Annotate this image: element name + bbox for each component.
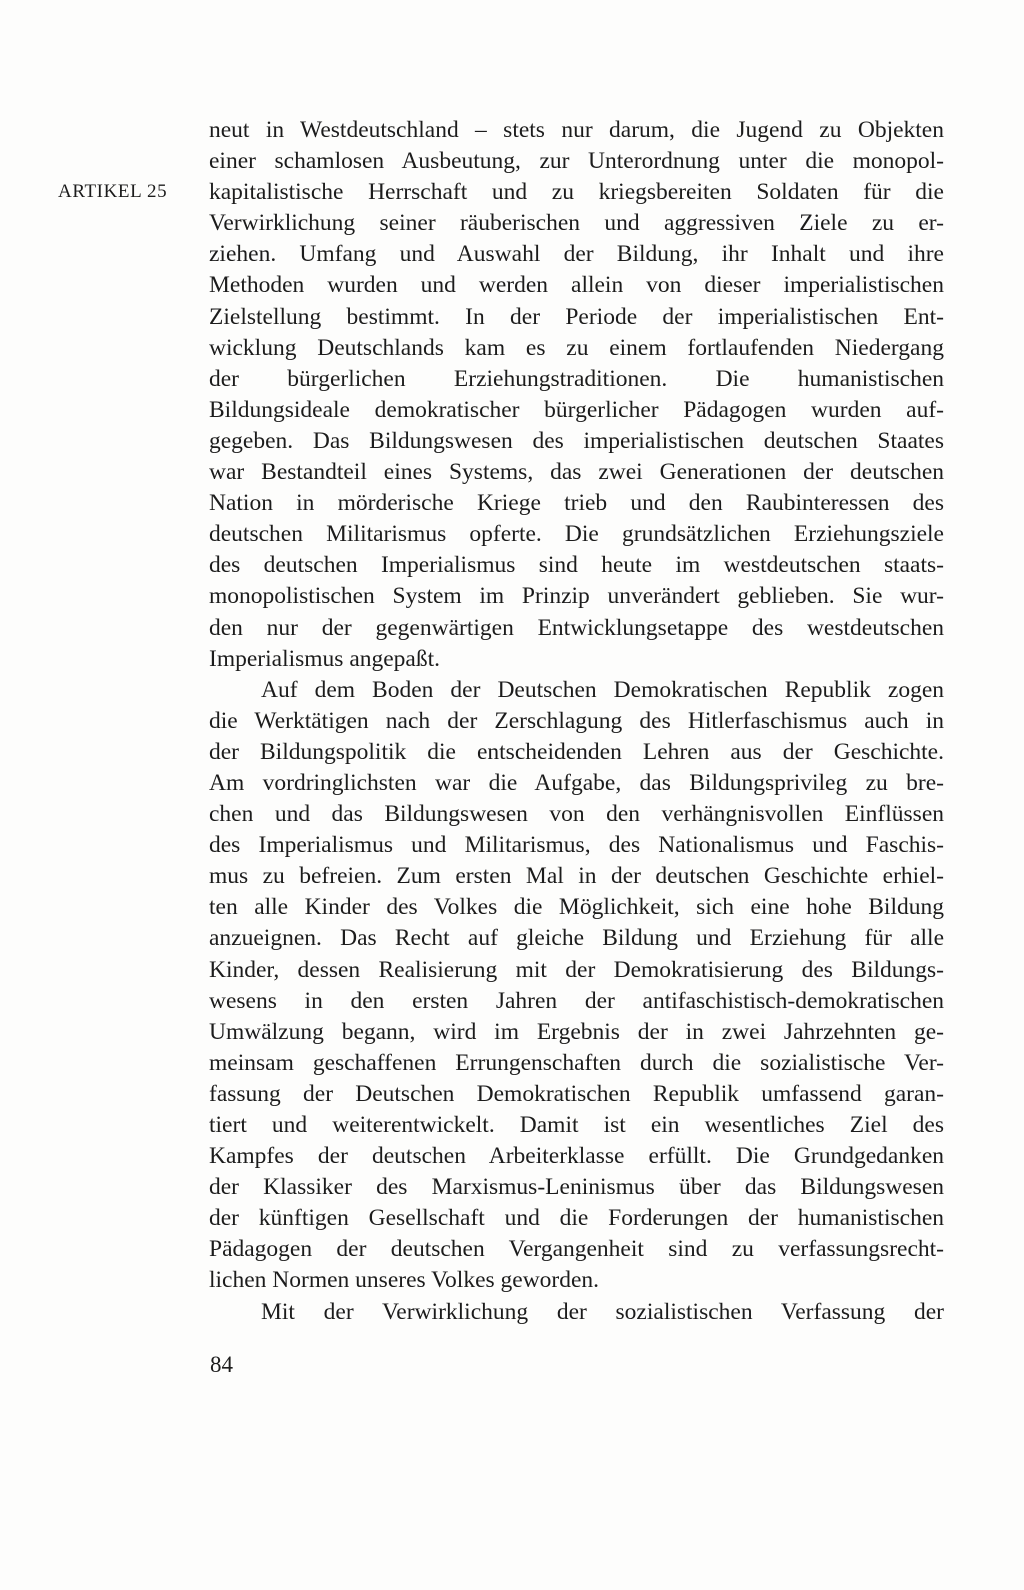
text-line: Kampfes der deutschen Arbeiterklasse erfüllt. Die Grundgedanken bbox=[209, 1143, 944, 1170]
text-line: monopolistischen System im Prinzip unverändert geblieben. Sie wur- bbox=[209, 583, 944, 610]
text-line: Zielstellung bestimmt. In der Periode der imperialistischen Ent- bbox=[209, 303, 944, 330]
text-line: Verwirklichung seiner räuberischen und aggressiven Ziele zu er- bbox=[209, 210, 944, 237]
text-line: der Klassiker des Marxismus-Leninismus über das Bildungswesen bbox=[209, 1174, 944, 1201]
text-line: Nation in mörderische Kriege trieb und den Raubinteressen des bbox=[209, 490, 944, 517]
text-line: lichen Normen unseres Volkes geworden. bbox=[209, 1267, 600, 1294]
text-line: Umwälzung begann, wird im Ergebnis der in zwei Jahrzehnten ge- bbox=[209, 1018, 944, 1045]
text-line: ten alle Kinder des Volkes die Möglichkeit, sich eine hohe Bildung bbox=[209, 894, 944, 921]
text-line: deutschen Militarismus opferte. Die grundsätzlichen Erziehungsziele bbox=[209, 521, 944, 548]
text-line: chen und das Bildungswesen von den verhängnisvollen Einflüssen bbox=[209, 801, 944, 828]
text-line: wesens in den ersten Jahren der antifaschistisch-demokratischen bbox=[209, 987, 944, 1014]
text-line: neut in Westdeutschland – stets nur darum, die Jugend zu Objekten bbox=[209, 117, 944, 143]
text-line: wicklung Deutschlands kam es zu einem fortlaufenden Niedergang bbox=[209, 334, 944, 361]
text-line: den nur der gegenwärtigen Entwicklungsetappe des westdeutschen bbox=[209, 614, 944, 641]
text-line: anzueignen. Das Recht auf gleiche Bildung und Erziehung für alle bbox=[209, 925, 944, 952]
text-line: Methoden wurden und werden allein von dieser imperialistischen bbox=[209, 272, 944, 299]
text-line: kapitalistische Herrschaft und zu kriegsbereiten Soldaten für die bbox=[209, 179, 944, 206]
article-margin-note: ARTIKEL 25 bbox=[58, 181, 168, 202]
text-line: des Imperialismus und Militarismus, des Nationalismus und Faschis- bbox=[209, 832, 944, 859]
text-line: Pädagogen der deutschen Vergangenheit sind zu verfassungsrecht- bbox=[209, 1236, 944, 1263]
text-line: der Bildungspolitik die entscheidenden Lehren aus der Geschichte. bbox=[209, 738, 944, 765]
text-line: Mit der Verwirklichung der sozialistischen Verfassung der bbox=[261, 1298, 944, 1325]
text-line: war Bestandteil eines Systems, das zwei Generationen der deutschen bbox=[209, 459, 944, 486]
text-line: gegeben. Das Bildungswesen des imperialistischen deutschen Staates bbox=[209, 427, 944, 454]
text-line: Auf dem Boden der Deutschen Demokratischen Republik zogen bbox=[261, 676, 944, 703]
text-line: der bürgerlichen Erziehungstraditionen. Die humanistischen bbox=[209, 365, 944, 392]
page-number: 84 bbox=[210, 1352, 233, 1377]
text-line: der künftigen Gesellschaft und die Forderungen der humanistischen bbox=[209, 1205, 944, 1232]
body-text bbox=[209, 115, 944, 1328]
text-line: mus zu befreien. Zum ersten Mal in der deutschen Geschichte erhiel- bbox=[209, 863, 944, 890]
text-line: fassung der Deutschen Demokratischen Republik umfassend garan- bbox=[209, 1080, 944, 1107]
text-line: die Werktätigen nach der Zerschlagung des Hitlerfaschismus auch in bbox=[209, 707, 944, 734]
text-line: ziehen. Umfang und Auswahl der Bildung, ihr Inhalt und ihre bbox=[209, 241, 944, 268]
text-line: Kinder, dessen Realisierung mit der Demokratisierung des Bildungs- bbox=[209, 956, 944, 983]
text-line: einer schamlosen Ausbeutung, zur Unterordnung unter die monopol- bbox=[209, 148, 944, 175]
text-line: meinsam geschaffenen Errungenschaften durch die sozialistische Ver- bbox=[209, 1049, 944, 1076]
text-line: des deutschen Imperialismus sind heute im westdeutschen staats- bbox=[209, 552, 944, 579]
text-line: Imperialismus angepaßt. bbox=[209, 645, 441, 672]
text-line: Bildungsideale demokratischer bürgerlicher Pädagogen wurden auf- bbox=[209, 396, 944, 423]
text-line: Am vordringlichsten war die Aufgabe, das Bildungsprivileg zu bre- bbox=[209, 769, 944, 796]
text-line: tiert und weiterentwickelt. Damit ist ein wesentliches Ziel des bbox=[209, 1112, 944, 1138]
